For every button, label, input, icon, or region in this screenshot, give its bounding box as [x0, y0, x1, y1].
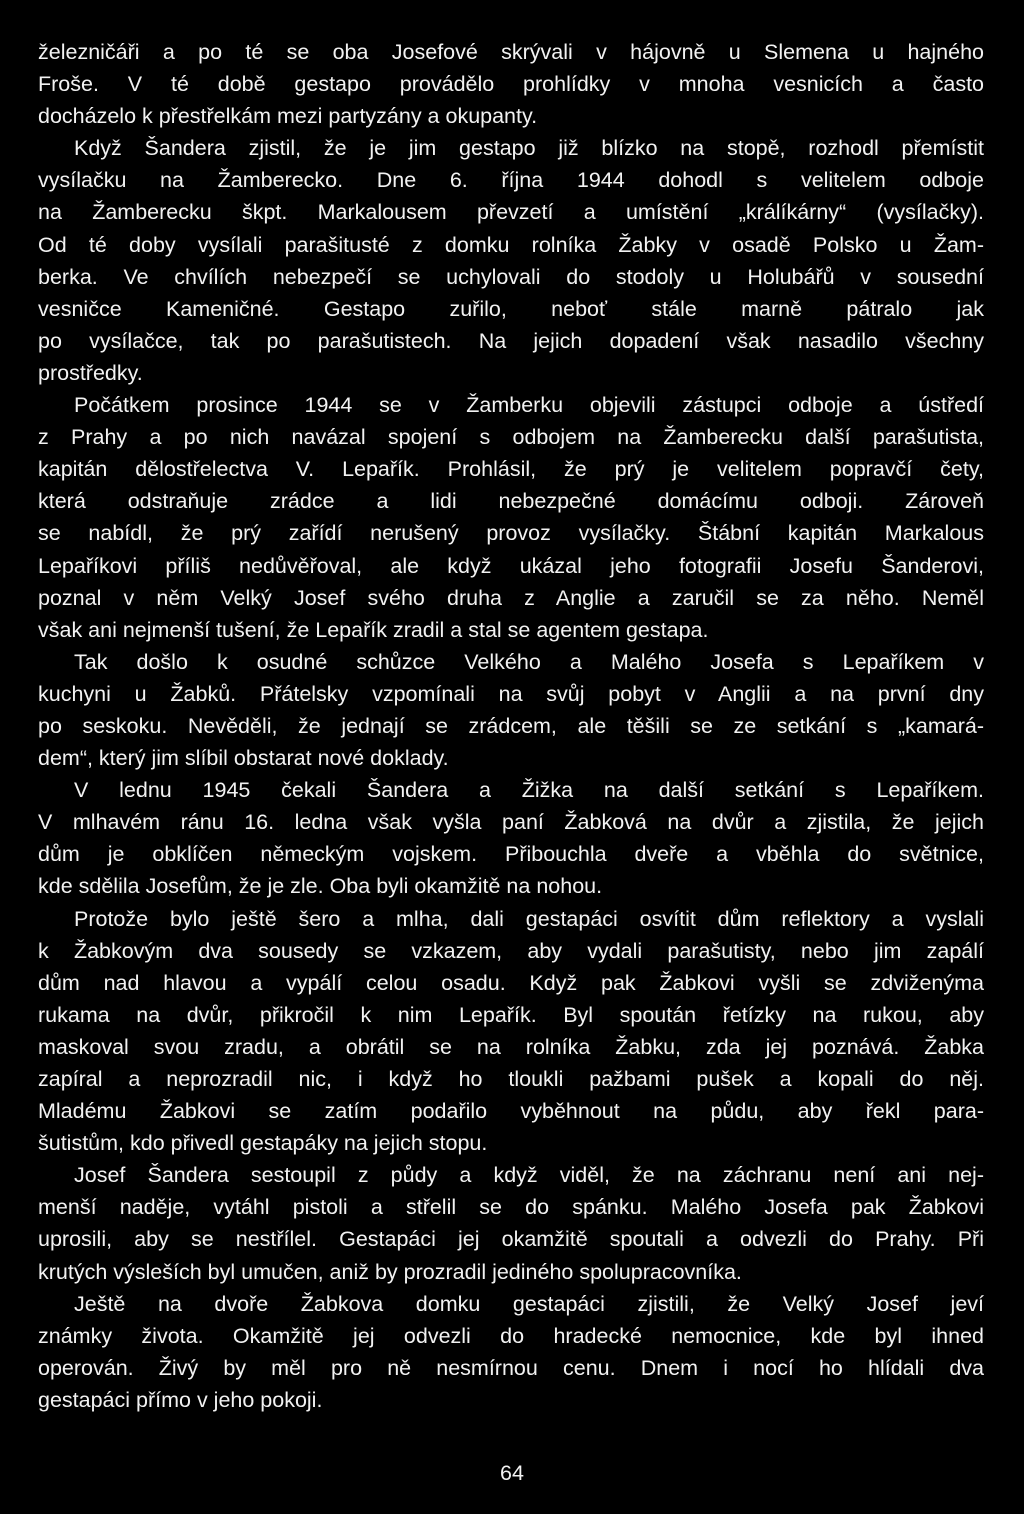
text-line: Počátkem prosince 1944 se v Žamberku objevili zástupci odboje a ústředí	[74, 393, 984, 418]
text-line: dem“, který jim slíbil obstarat nové doklady.	[38, 746, 449, 771]
text-line: operován. Živý by měl pro ně nesmírnou cenu. Dnem i nocí ho hlídali dva	[38, 1355, 984, 1380]
text-line: vysílačku na Žamberecko. Dne 6. října 1944 dohodl s velitelem odboje	[38, 168, 984, 193]
text-line: menší naděje, vytáhl pistoli a střelil se do spánku. Malého Josefa pak Žabkovi	[38, 1195, 984, 1220]
text-line: Když Šandera zjistil, že je jim gestapo již blízko na stopě, rozhodl přemístit	[74, 136, 984, 161]
text-line: dům je obklíčen německým vojskem. Přibouchla dveře a vběhla do světnice,	[38, 842, 984, 867]
text-line: Ještě na dvoře Žabkova domku gestapáci zjistili, že Velký Josef jeví	[74, 1291, 984, 1316]
text-line: která odstraňuje zrádce a lidi nebezpečné domácímu odboji. Zároveň	[38, 489, 984, 514]
text-line: prostředky.	[38, 360, 143, 385]
text-line: Protože bylo ještě šero a mlha, dali gestapáci osvítit dům reflektory a vyslali	[74, 906, 984, 931]
text-line: šutistům, kdo přivedl gestapáky na jejich stopu.	[38, 1131, 488, 1156]
text-line: V mlhavém ránu 16. ledna však vyšla paní Žabková na dvůr a zjistila, že jejich	[38, 810, 984, 835]
text-line: na Žamberecku škpt. Markalousem převzetí a umístění „králíkárny“ (vysílačky).	[38, 200, 984, 225]
text-line: kapitán dělostřelectva V. Lepařík. Prohlásil, že prý je velitelem popravčí čety,	[38, 457, 984, 482]
text-line: kde sdělila Josefům, že je zle. Oba byli okamžitě na nohou.	[38, 874, 603, 899]
text-line: známky života. Okamžitě jej odvezli do hradecké nemocnice, kde byl ihned	[38, 1323, 984, 1348]
page-number: 64	[500, 1461, 524, 1485]
text-line: Mladému Žabkovi se zatím podařilo vyběhnout na půdu, aby řekl para-	[38, 1099, 984, 1124]
text-line: Josef Šandera sestoupil z půdy a když viděl, že na záchranu není ani nej-	[74, 1163, 984, 1188]
text-line: však ani nejmenší tušení, že Lepařík zradil a stal se agentem gestapa.	[38, 617, 709, 642]
text-line: krutých výsleších byl umučen, aniž by prozradil jediného spolupracovníka.	[38, 1259, 742, 1284]
text-line: V lednu 1945 čekali Šandera a Žižka na další setkání s Lepaříkem.	[74, 778, 984, 803]
text-line: zapíral a neprozradil nic, i když ho tloukli pažbami pušek a kopali do něj.	[38, 1067, 984, 1091]
text-line: docházelo k přestřelkám mezi partyzány a okupanty.	[38, 104, 538, 129]
page-body	[38, 36, 984, 1416]
text-line: Froše. V té době gestapo provádělo prohlídky v mnoha vesnicích a často	[38, 72, 984, 97]
text-line: k Žabkovým dva sousedy se vzkazem, aby vydali parašutisty, nebo jim zapálí	[38, 938, 984, 963]
text-line: uprosili, aby se nestřílel. Gestapáci jej okamžitě spoutali a odvezli do Prahy. Při	[38, 1227, 984, 1252]
text-line: gestapáci přímo v jeho pokoji.	[38, 1387, 323, 1412]
text-line: Lepaříkovi příliš nedůvěřoval, ale když ukázal jeho fotografii Josefu Šanderovi,	[38, 553, 984, 578]
text-line: poznal v něm Velký Josef svého druha z Anglie a zaručil se za něho. Neměl	[38, 585, 984, 610]
text-line: Od té doby vysílali parašitusté z domku rolníka Žabky v osadě Polsko u Žam-	[38, 232, 984, 257]
text-line: železničáři a po té se oba Josefové skrývali v hájovně u Slemena u hajného	[38, 40, 984, 64]
text-line: Tak došlo k osudné schůzce Velkého a Malého Josefa s Lepaříkem v	[74, 649, 984, 674]
text-line: se nabídl, že prý zařídí nerušený provoz vysílačky. Štábní kapitán Markalous	[38, 521, 984, 546]
text-line: vesničce Kameničné. Gestapo zuřilo, neboť stále marně pátralo jak	[38, 296, 984, 321]
text-line: po vysílačce, tak po parašutistech. Na jejich dopadení však nasadilo všechny	[38, 328, 984, 353]
text-line: rukama na dvůr, přikročil k nim Lepařík. Byl spoután řetízky na rukou, aby	[38, 1002, 984, 1027]
text-line: dům nad hlavou a vypálí celou osadu. Když pak Žabkovi vyšli se zdviženýma	[38, 970, 984, 995]
text-line: z Prahy a po nich navázal spojení s odbojem na Žamberecku další parašutista,	[38, 425, 984, 450]
text-line: maskoval svou zradu, a obrátil se na rolníka Žabku, zda jej poznává. Žabka	[38, 1034, 984, 1059]
text-line: kuchyni u Žabků. Přátelsky vzpomínali na svůj pobyt v Anglii a na první dny	[38, 681, 984, 706]
text-line: berka. Ve chvílích nebezpečí se uchylovali do stodoly u Holubářů v sousední	[38, 264, 984, 289]
text-line: po seskoku. Nevěděli, že jednají se zrádcem, ale těšili se ze setkání s „kamará-	[38, 713, 984, 738]
